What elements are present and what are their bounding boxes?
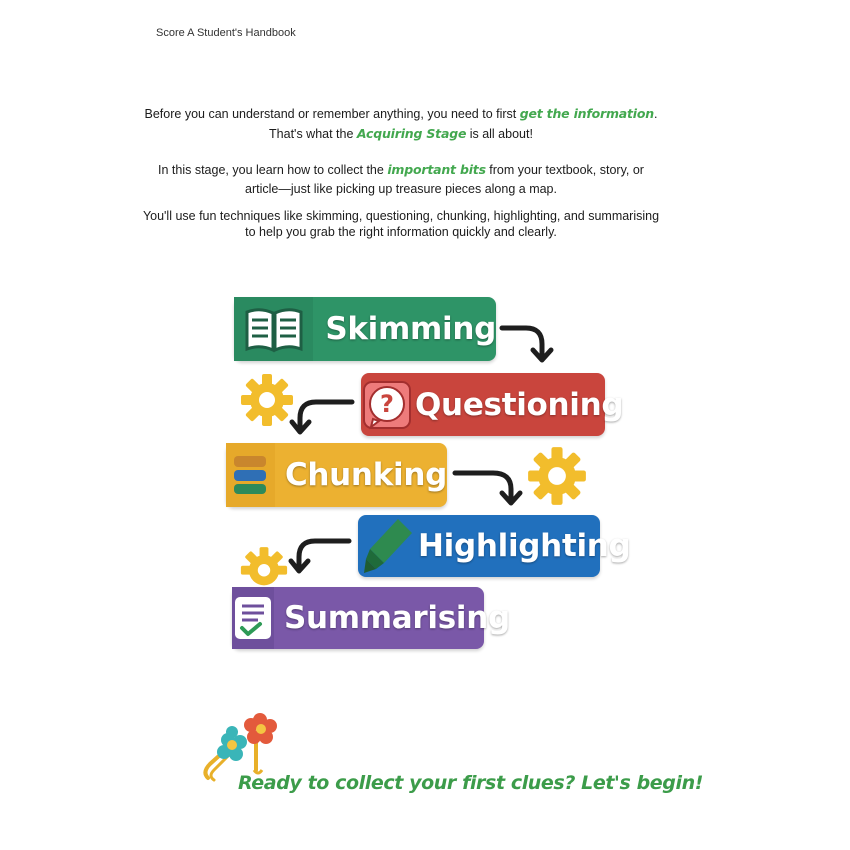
step-highlighting bbox=[358, 515, 631, 577]
stacked-blocks-icon bbox=[226, 443, 275, 507]
intro-paragraph-3: You'll use fun techniques like skimming, questioning, chunking, highlighting, and summarising to help you grab the right information quickly and clearly. bbox=[142, 209, 660, 239]
intro-p1-line2-end: is all about! bbox=[466, 127, 533, 141]
highlight-important-bits: important bits bbox=[387, 162, 486, 177]
gear-icon bbox=[240, 373, 294, 427]
checklist-icon bbox=[232, 587, 274, 649]
intro-paragraph-1 bbox=[140, 104, 662, 144]
page-header-title: Score A Student's Handbook bbox=[156, 27, 296, 39]
step-label: Highlighting bbox=[418, 528, 631, 564]
intro-p1-line2: That's what the bbox=[269, 127, 357, 141]
step-label: Chunking bbox=[284, 457, 447, 493]
arrow-down-left-icon bbox=[285, 533, 355, 579]
step-skimming bbox=[234, 297, 496, 361]
step-label: Questioning bbox=[415, 386, 624, 423]
highlight-acquiring-stage: Acquiring Stage bbox=[356, 126, 467, 141]
step-summarising bbox=[232, 587, 510, 649]
intro-p2-text: In this stage, you learn how to collect the bbox=[158, 163, 388, 177]
arrow-down-right-icon bbox=[451, 465, 527, 511]
highlight-get-information: get the information bbox=[519, 106, 654, 121]
gear-icon bbox=[240, 546, 288, 582]
arrow-down-left-icon bbox=[288, 394, 358, 440]
svg-text:?: ? bbox=[380, 389, 394, 418]
gear-icon bbox=[527, 446, 587, 506]
footer-call-to-action: Ready to collect your first clues? Let's begin! bbox=[238, 772, 703, 794]
intro-paragraph-2 bbox=[140, 160, 662, 199]
arrow-down-right-icon bbox=[498, 318, 560, 368]
question-bubble-icon bbox=[361, 373, 413, 436]
open-book-icon bbox=[234, 297, 313, 361]
step-label: Skimming bbox=[325, 311, 496, 347]
intro-p1-text: Before you can understand or remember anything, you need to first bbox=[144, 107, 520, 121]
intro-p1-end: . bbox=[653, 107, 658, 121]
step-label: Summarising bbox=[284, 600, 510, 636]
marker-icon bbox=[358, 515, 414, 577]
step-chunking bbox=[226, 443, 447, 507]
step-questioning bbox=[361, 373, 624, 436]
intro-p2-end: from your textbook, story, or article—just like picking up treasure pieces along a map. bbox=[245, 163, 644, 196]
